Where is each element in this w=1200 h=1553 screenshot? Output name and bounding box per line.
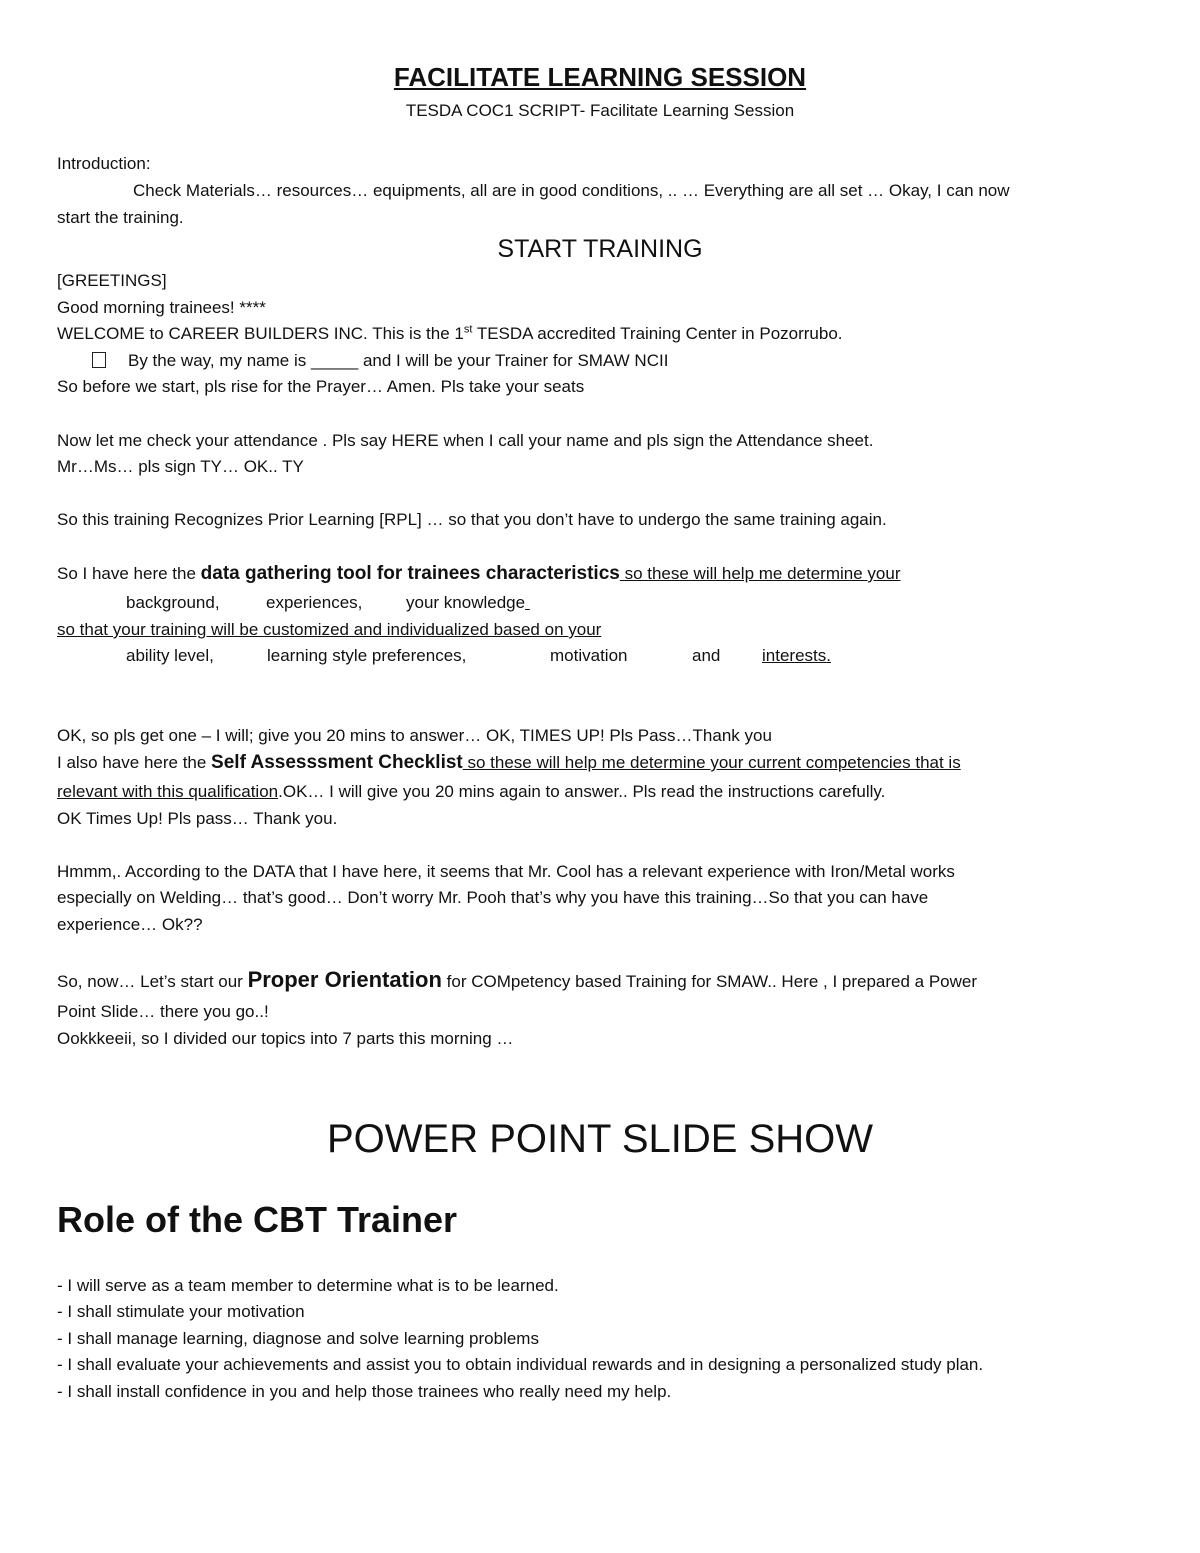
item-experiences: experiences, [266,593,363,612]
attendance-line-1: Now let me check your attendance . Pls say HERE when I call your name and pls sign the Attendance sheet. [57,431,874,450]
hmmm-line-3: experience… Ok?? [57,915,203,934]
data-tool-line-3: so that your training will be customized and individualized based on your [57,620,602,639]
role-item: - I shall install confidence in you and help those trainees who really need my help. [57,1382,672,1401]
trainer-name-text: By the way, my name is _____ and I will be your Trainer for SMAW NCII [128,351,669,370]
welcome-text-end: TESDA accredited Training Center in Pozorrubo. [472,324,843,343]
self-assessment-line [57,753,961,773]
trainer-name-line [92,351,668,371]
welcome-text-start: WELCOME to CAREER BUILDERS INC. This is the 1 [57,324,464,343]
role-item: - I will serve as a team member to determine what is to be learned. [57,1276,559,1295]
data-tool-pre: So I have here the [57,564,201,583]
self-assessment-pre: I also have here the [57,753,212,772]
data-tool-items-2: ability level, learning style preferences, motivation and interests. [126,646,831,665]
self-assessment-line-2 [57,782,885,802]
times-up-line: OK Times Up! Pls pass… Thank you. [57,809,338,828]
role-item: - I shall manage learning, diagnose and solve learning problems [57,1329,539,1348]
item-learning-style: learning style preferences, [267,646,467,665]
item-background: background, [126,593,220,612]
orientation-line [57,967,978,992]
good-morning-line: Good morning trainees! **** [57,298,266,317]
intro-line-2: start the training. [57,208,184,227]
welcome-line [57,324,843,344]
get-one-line: OK, so pls get one – I will; give you 20 mins to answer… OK, TIMES UP! Pls Pass…Thank you [57,726,772,745]
attendance-line-2: Mr…Ms… pls sign TY… OK.. TY [57,457,304,476]
role-item: - I shall evaluate your achievements and assist you to obtain individual rewards and in designing a personalized study plan. [57,1355,984,1374]
orientation-line-2: Point Slide… there you go..! [57,1002,269,1021]
document-title [0,62,1200,92]
hmmm-line-2: especially on Welding… that’s good… Don’t worry Mr. Pooh that’s why you have this training…So that you can have [57,888,929,907]
item-interests: interests [762,646,827,665]
prayer-line: So before we start, pls rise for the Prayer… Amen. Pls take your seats [57,377,585,396]
orientation-line-3: Ookkkeeii, so I divided our topics into 7 parts this morning … [57,1029,514,1048]
square-bullet-icon [92,352,106,368]
data-tool-line [57,564,900,584]
self-assessment-post: so these will help me determine your current competencies that is [462,753,961,772]
document-subtitle: TESDA COC1 SCRIPT- Facilitate Learning Session [405,101,795,120]
data-tool-bold: data gathering tool for trainees characteristics [200,563,620,584]
item-motivation: motivation [550,646,628,665]
item-ability-level: ability level, [126,646,214,665]
data-tool-post: so these will help me determine your [619,564,901,583]
data-tool-items-1 [126,593,530,613]
hmmm-line-1: Hmmm,. According to the DATA that I have here, it seems that Mr. Cool has a relevant experience with Iron/Metal works [57,862,955,881]
greetings-label: [GREETINGS] [57,271,167,290]
role-heading: Role of the CBT Trainer [57,1199,458,1240]
intro-label: Introduction: [57,154,151,173]
instructions-text: .OK… I will give you 20 mins again to answer.. Pls read the instructions carefully. [278,782,886,801]
item-knowledge: your knowledge [406,593,526,612]
title-text: FACILITATE LEARNING SESSION [393,62,807,92]
item-and: and [692,646,721,665]
power-point-heading: POWER POINT SLIDE SHOW [327,1117,873,1161]
rpl-line: So this training Recognizes Prior Learning [RPL] … so that you don’t have to undergo the same training again. [57,510,887,529]
start-training-heading: START TRAINING [497,235,703,263]
orientation-bold: Proper Orientation [247,967,442,992]
intro-line-1: Check Materials… resources… equipments, all are in good conditions, .. … Everything are all set … Okay, I can now [133,181,1010,200]
qualification-text: relevant with this qualification [57,782,279,801]
ordinal-suffix: st [463,323,473,336]
role-item: - I shall stimulate your motivation [57,1302,305,1321]
self-assessment-bold: Self Assesssment Checklist [211,752,463,773]
orientation-pre: So, now… Let’s start our [57,972,248,991]
orientation-post: for COMpetency based Training for SMAW.. Here , I prepared a Power [441,972,978,991]
